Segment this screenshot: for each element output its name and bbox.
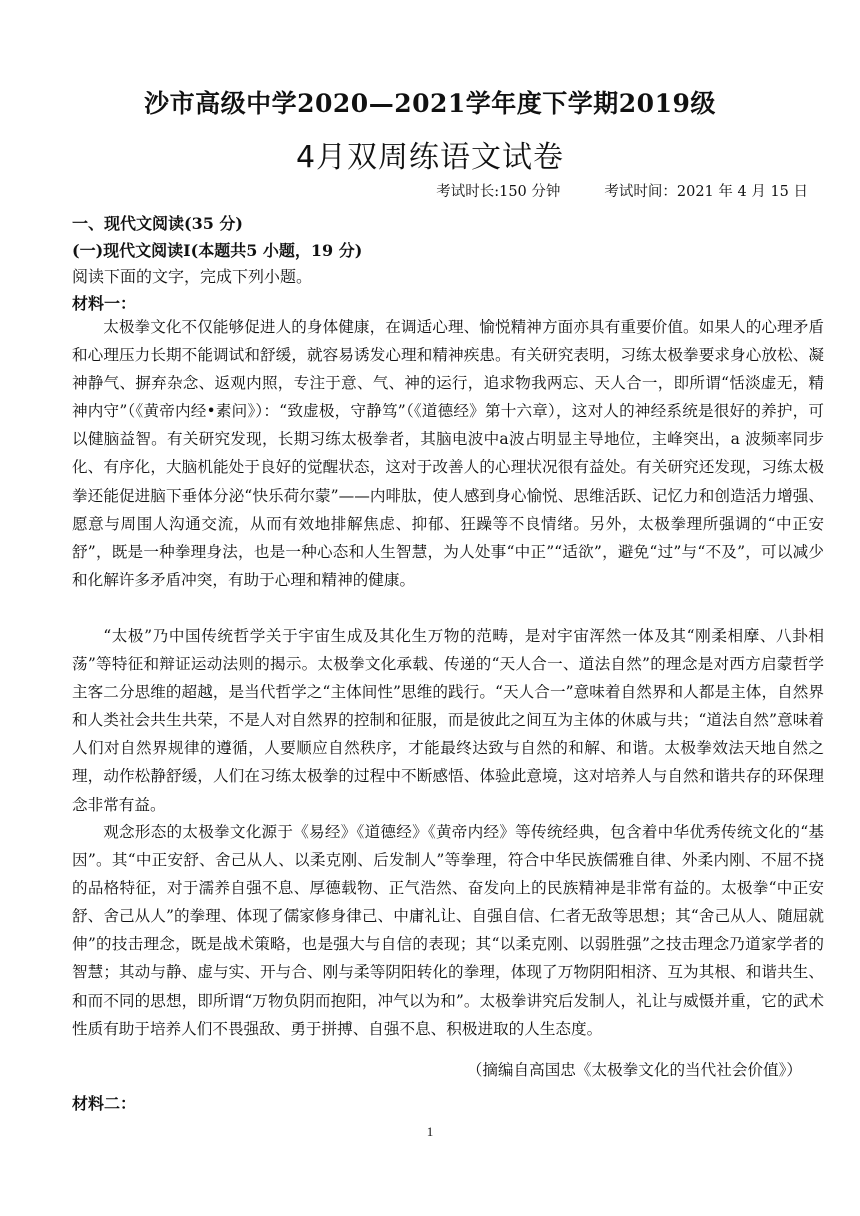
material-one-label: 材料一： — [72, 294, 137, 313]
subsection-heading: (一)现代文阅读I(本题共5 小题，19 分) — [72, 241, 363, 260]
exam-date: 考试时间：2021 年 4 月 15 日 — [604, 184, 808, 200]
paragraph-1: 太极拳文化不仅能够促进人的身体健康，在调适心理、愉悦精神方面亦具有重要价值。如果人的心理矛盾和心理压力长期不能调试和舒缓，就容易诱发心理和精神疾患。有关研究表明，习练太极拳要求身心放松、凝神静气、摒弃杂念、返观内照，专注于意、气、神的运行，追求物我两忘、天人合一，即所谓“恬淡虚无，精神内守”（《黄帝内经•素问》）：“致虚极，守静笃”（《道德经》第十六章），这对人的神经系统是很好的养护，可以健脑益智。有关研究发现，长期习练太极拳者，其脑电波中a波占明显主导地位，主峰突出，a 波频率同步化、有序化，大脑机能处于良好的觉醒状态，这对于改善人的心理状况很有益处。有关研究还发现，习练太极拳还能促进脑下垂体分泌“快乐荷尔蒙”——内啡肽，使人感到身心愉悦、思维活跃、记忆力和创造活力增强、愿意与周围人沟通交流，从而有效地排解焦虑、抑郁、狂躁等不良情绪。另外，太极拳理所强调的“中正安舒”，既是一种拳理身法，也是一种心态和人生智慧，为人处事“中正”“适欲”，避免“过”与“不及”，可以减少和化解许多矛盾冲突，有助于心理和精神的健康。 — [72, 318, 824, 589]
source-citation: （摘编自高国忠《太极拳文化的当代社会价值》） — [466, 1061, 802, 1079]
exam-title-line1: 沙市高级中学2020—2021学年度下学期2019级 — [144, 89, 716, 118]
paragraph-2: “太极”乃中国传统哲学关于宇宙生成及其化生万物的范畴，是对宇宙浑然一体及其“刚柔相摩、八卦相荡”等特征和辩证运动法则的揭示。太极拳文化承载、传递的“天人合一、道法自然”的理念是对西方启蒙哲学主客二分思维的超越，是当代哲学之“主体间性”思维的践行。“天人合一”意味着自然界和人都是主体，自然界和人类社会共生共荣，不是人对自然界的控制和征服，而是彼此之间互为主体的休戚与共；“道法自然”意味着人们对自然界规律的遵循，人要顺应自然秩序，才能最终达致与自然的和解、和谐。太极拳效法天地自然之理，动作松静舒缓，人们在习练太极拳的过程中不断感悟、体验此意境，这对培养人与自然和谐共存的环保理念非常有益。 — [72, 627, 824, 814]
exam-duration: 考试时长:150 分钟 — [436, 184, 561, 200]
exam-title-line2: 4月双周练语文试卷 — [295, 140, 565, 175]
section-heading: 一、现代文阅读(35 分) — [72, 214, 243, 233]
paragraph-3: 观念形态的太极拳文化源于《易经》《道德经》《黄帝内经》等传统经典，包含着中华优秀传统文化的“基因”。其“中正安舒、舍己从人、以柔克刚、后发制人”等拳理，符合中华民族儒雅自律、外柔内刚、不屈不挠的品格特征，对于濡养自强不息、厚德载物、正气浩然、奋发向上的民族精神是非常有益的。太极拳“中正安舒、舍己从人”的拳理、体现了儒家修身律己、中庸礼让、自强自信、仁者无敌等思想；其“舍己从人、随屈就伸”的技击理念，既是战术策略，也是强大与自信的表现；其“以柔克刚、以弱胜强”之技击理念乃道家学者的智慧；其动与静、虚与实、开与合、刚与柔等阴阳转化的拳理，体现了万物阴阳相济、互为其根、和谐共生、和而不同的思想，即所谓“万物负阴而抱阳，冲气以为和”。太极拳讲究后发制人，礼让与威慑并重，它的武术性质有助于培养人们不畏强敌、勇于拼搏、自强不息、积极进取的人生态度。 — [72, 823, 824, 1038]
material-two-label: 材料二： — [72, 1094, 137, 1113]
reading-instruction: 阅读下面的文字，完成下列小题。 — [72, 267, 313, 286]
page-number: 1 — [426, 1124, 434, 1139]
exam-meta — [436, 180, 808, 201]
